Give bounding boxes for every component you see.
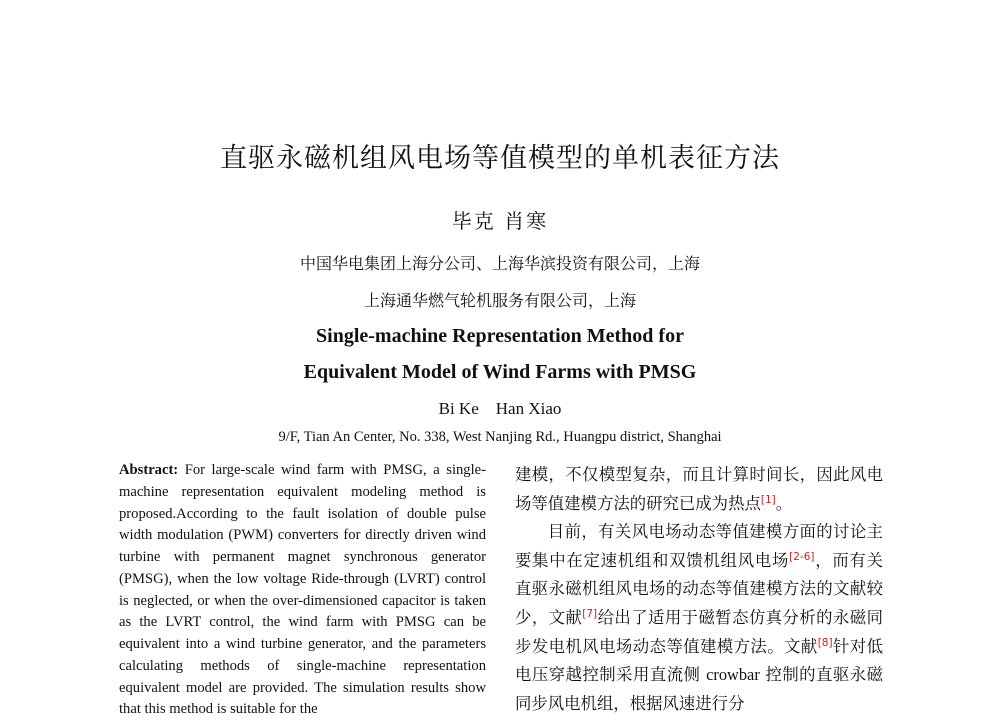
crowbar-term: crowbar	[706, 665, 760, 685]
citation-ref-7[interactable]: [7]	[582, 607, 598, 620]
chinese-title: 直驱永磁机组风电场等值模型的单机表征方法	[220, 143, 780, 174]
english-affiliation: 9/F, Tian An Center, No. 338, West Nanjing Rd., Huangpu district, Shanghai	[278, 429, 722, 445]
chinese-affiliation-2: 上海通华燃气轮机服务有限公司，上海	[363, 291, 636, 310]
english-authors: Bi Ke Han Xiao	[438, 399, 562, 418]
abstract-column	[119, 460, 486, 721]
body-paragraph-2: 目前，有关风电场动态等值建模方面的讨论主要集中在定速机组和双馈机组风电场[2-6]，而有关直驱永磁机组风电场的动态等值建模方法的文献较少，文献[7]给出了适用于磁暂态仿真分析的永磁同步发电机风电场动态等值建模方法。文献[8]针对低电压穿越控制采用直流侧 crowbar 控制的直驱永磁同步风电机组，根据风速进行分	[515, 522, 884, 713]
citation-ref-2-6[interactable]: [2-6]	[789, 550, 815, 563]
chinese-affiliation-1: 中国华电集团上海分公司、上海华滨投资有限公司，上海	[299, 254, 700, 273]
chinese-authors: 毕克 肖寒	[451, 209, 549, 233]
body-paragraph-1: 建模，不仅模型复杂，而且计算时间长，因此风电场等值建模方法的研究已成为热点[1]。	[515, 465, 883, 513]
abstract-label: Abstract:	[119, 462, 179, 478]
english-title-line-1: Single-machine Representation Method for	[316, 325, 684, 347]
abstract-text: For large-scale wind farm with PMSG, a single-machine representation equivalent modeling method is proposed.According to the fault isolation of double pulse width modulation (PWM) converters for directly driven wind turbine with permanent magnet synchronous generator (PMSG), when the low voltage Ride-through (LVRT) control is neglected, or when the over-dimensioned capacitor is taken as the LVRT control, the wind farm with PMSG can be equivalent into a wind turbine generator, and the parameters calculating methods of single-machine representation equivalent model are provided. The simulation results show that this method is suitable for the	[119, 462, 486, 718]
citation-ref-8[interactable]: [8]	[817, 636, 833, 649]
english-title-line-2: Equivalent Model of Wind Farms with PMSG	[303, 361, 697, 383]
citation-ref-1[interactable]: [1]	[760, 493, 776, 506]
body-column	[515, 461, 883, 718]
